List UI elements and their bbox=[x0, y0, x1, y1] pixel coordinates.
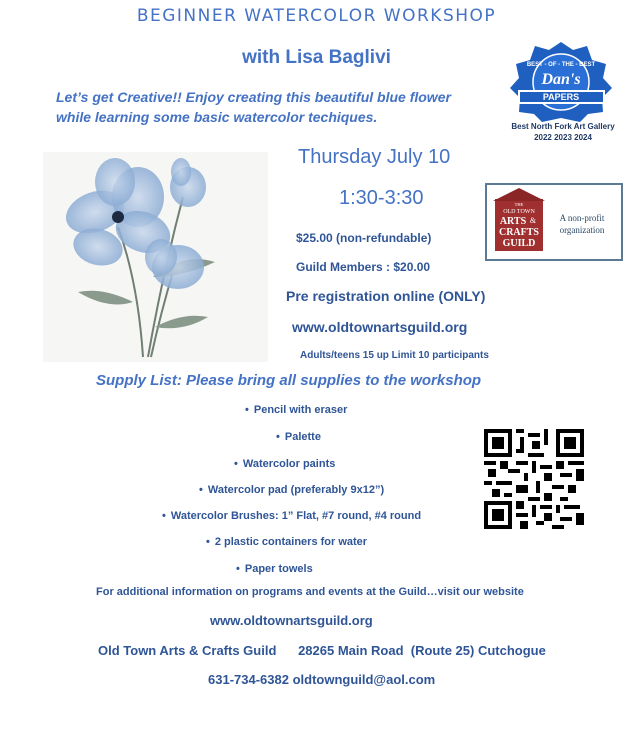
guild-logo-line-3: ARTS bbox=[499, 216, 527, 227]
supply-list-heading: Supply List: Please bring all supplies to the workshop bbox=[96, 372, 482, 389]
supply-item: • Watercolor paints bbox=[234, 458, 335, 470]
guild-logo-line-6: GUILD bbox=[502, 238, 536, 249]
website-footer-link[interactable]: www.oldtownartsguild.org bbox=[210, 613, 373, 628]
supply-item: • 2 plastic containers for water bbox=[206, 536, 367, 548]
guild-address bbox=[98, 643, 546, 658]
supply-item: • Palette bbox=[276, 431, 321, 443]
audience-text: Adults/teens 15 up Limit 10 participants bbox=[300, 350, 489, 361]
supply-item: • Paper towels bbox=[236, 563, 313, 575]
workshop-title: BEGINNER WATERCOLOR WORKSHOP bbox=[136, 6, 497, 26]
guild-logo-line-1: THE bbox=[514, 202, 524, 207]
supply-item: • Pencil with eraser bbox=[245, 404, 347, 416]
intro-line-2: while learning some basic watercolor techiques. bbox=[56, 109, 378, 125]
guild-logo-line-2: OLD TOWN bbox=[503, 209, 535, 215]
qr-code-image[interactable] bbox=[484, 429, 584, 529]
more-info-text: For additional information on programs and events at the Guild…visit our website bbox=[96, 586, 524, 598]
workshop-time: 1:30-3:30 bbox=[339, 187, 424, 209]
price-text: $25.00 (non-refundable) bbox=[296, 231, 432, 245]
badge-caption-line-1: Best North Fork Art Gallery bbox=[511, 122, 615, 131]
guild-logo bbox=[485, 183, 623, 261]
flower-painting-image bbox=[43, 152, 268, 362]
badge-top-text: BEST - OF - THE - BEST bbox=[526, 62, 596, 68]
preregistration-text: Pre registration online (ONLY) bbox=[286, 288, 486, 304]
guild-tagline-1: A non-profit bbox=[559, 213, 605, 223]
badge-banner-text: PAPERS bbox=[542, 92, 580, 102]
street-address: 28265 Main Road (Route 25) Cutchogue bbox=[298, 643, 546, 658]
workshop-date: Thursday July 10 bbox=[298, 146, 451, 168]
badge-caption-line-2: 2022 2023 2024 bbox=[534, 133, 592, 142]
supply-item: • Watercolor pad (preferably 9x12”) bbox=[199, 484, 384, 496]
intro-text bbox=[56, 87, 451, 127]
badge-logo-text: Dan's bbox=[541, 71, 581, 88]
contact-info: 631-734-6382 oldtownguild@aol.com bbox=[208, 672, 436, 687]
guild-name: Old Town Arts & Crafts Guild bbox=[98, 643, 277, 658]
badge-caption bbox=[508, 121, 618, 143]
supply-item: • Watercolor Brushes: 1” Flat, #7 round, #4 round bbox=[162, 510, 421, 522]
guild-logo-line-4: & bbox=[529, 216, 537, 225]
intro-line-1: Let’s get Creative!! Enjoy creating this beautiful blue flower bbox=[56, 89, 451, 105]
guild-tagline-2: organization bbox=[559, 225, 605, 235]
guild-logo-line-5: CRAFTS bbox=[498, 227, 540, 238]
website-link[interactable]: www.oldtownartsguild.org bbox=[292, 319, 468, 335]
members-price-text: Guild Members : $20.00 bbox=[296, 260, 431, 274]
instructor-subtitle: with Lisa Baglivi bbox=[242, 47, 391, 68]
